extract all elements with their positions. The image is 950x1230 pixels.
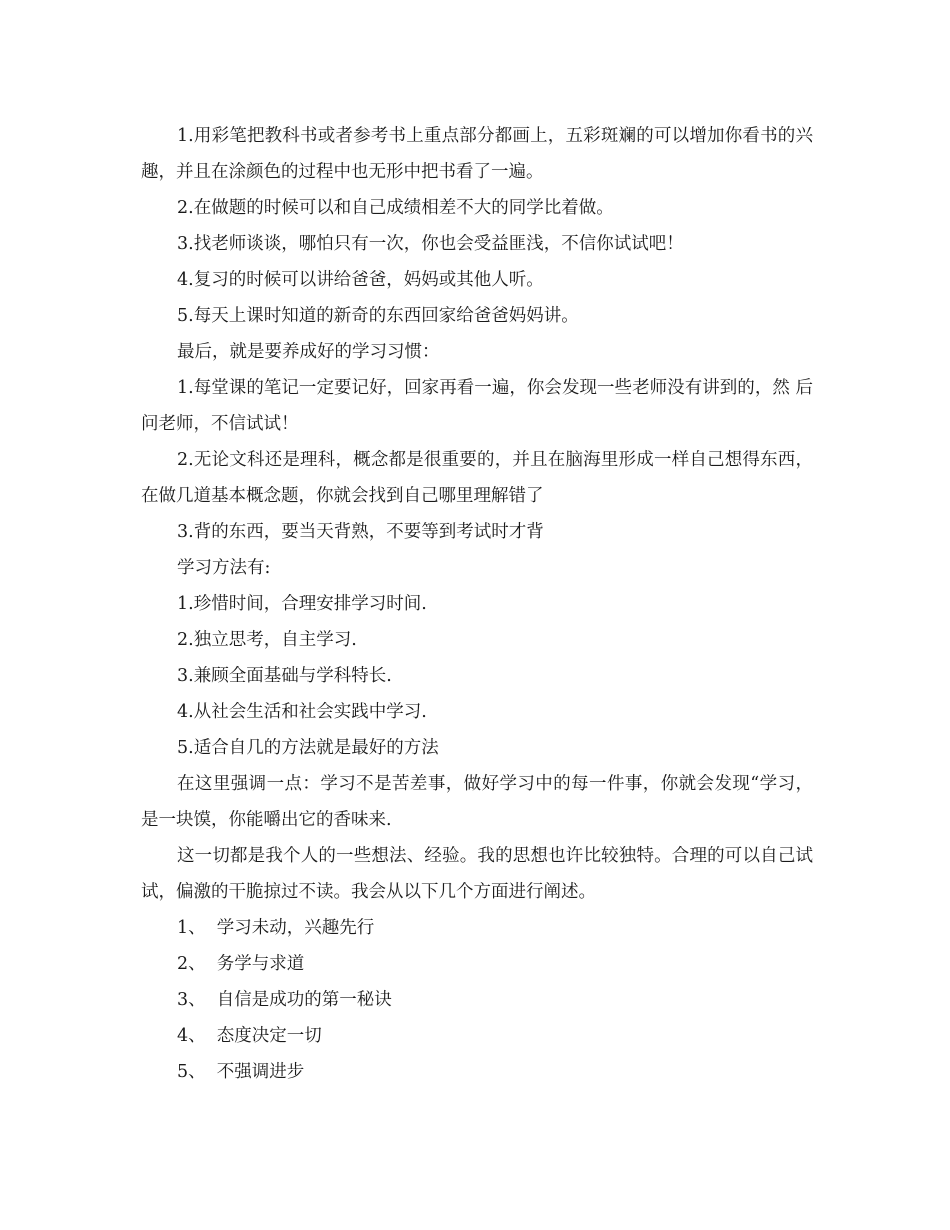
- paragraph-8: 2.无论文科还是理科，概念都是很重要的，并且在脑海里形成一样自己想得东西， 在做几道基本概念题，你就会找到自己哪里理解错了: [141, 450, 813, 506]
- paragraph-3: 3.找老师谈谈，哪怕只有一次，你也会受益匪浅，不信你试试吧！: [177, 234, 684, 254]
- paragraph-10: 学习方法有:: [177, 558, 271, 578]
- numbered-point-4: 4、 态度决定一切: [177, 1026, 322, 1046]
- numbered-point-1: 1、 学习未动，兴趣先行: [177, 918, 375, 938]
- paragraph-16: 在这里强调一点：学习不是苦差事，做好学习中的每一件事，你就会发现“学习，是一块馍，你能嚼出它的香味来.: [141, 774, 813, 830]
- paragraph-15: 5.适合自几的方法就是最好的方法: [177, 738, 439, 758]
- paragraph-1: 1.用彩笔把教科书或者参考书上重点部分都画上，五彩斑斓的可以增加你看书的兴趣，并且在涂颜色的过程中也无形中把书看了一遍。: [141, 126, 813, 182]
- paragraph-2: 2.在做题的时候可以和自己成绩相差不大的同学比着做。: [177, 198, 614, 218]
- paragraph-14: 4.从社会生活和社会实践中学习.: [177, 702, 427, 722]
- paragraph-11: 1.珍惜时间，合理安排学习时间.: [177, 594, 427, 614]
- numbered-point-5: 5、 不强调进步: [177, 1062, 305, 1082]
- paragraph-6: 最后，就是要养成好的学习习惯：: [177, 342, 440, 362]
- paragraph-9: 3.背的东西，要当天背熟，不要等到考试时才背: [177, 522, 544, 542]
- paragraph-7: 1.每堂课的笔记一定要记好，回家再看一遍，你会发现一些老师没有讲到的，然 后问老师，不信试试！: [141, 378, 813, 434]
- paragraph-17: 这一切都是我个人的一些想法、经验。我的思想也许比较独特。合理的可以自己试试，偏激的干脆掠过不读。我会从以下几个方面进行阐述。: [141, 846, 813, 902]
- paragraph-4: 4.复习的时候可以讲给爸爸，妈妈或其他人听。: [177, 270, 544, 290]
- numbered-point-2: 2、 务学与求道: [177, 954, 305, 974]
- paragraph-12: 2.独立思考，自主学习.: [177, 630, 357, 650]
- paragraph-5: 5.每天上课时知道的新奇的东西回家给爸爸妈妈讲。: [177, 306, 579, 326]
- numbered-point-3: 3、 自信是成功的第一秘诀: [177, 990, 392, 1010]
- paragraph-13: 3.兼顾全面基础与学科特长.: [177, 666, 392, 686]
- document-body: [141, 118, 813, 1090]
